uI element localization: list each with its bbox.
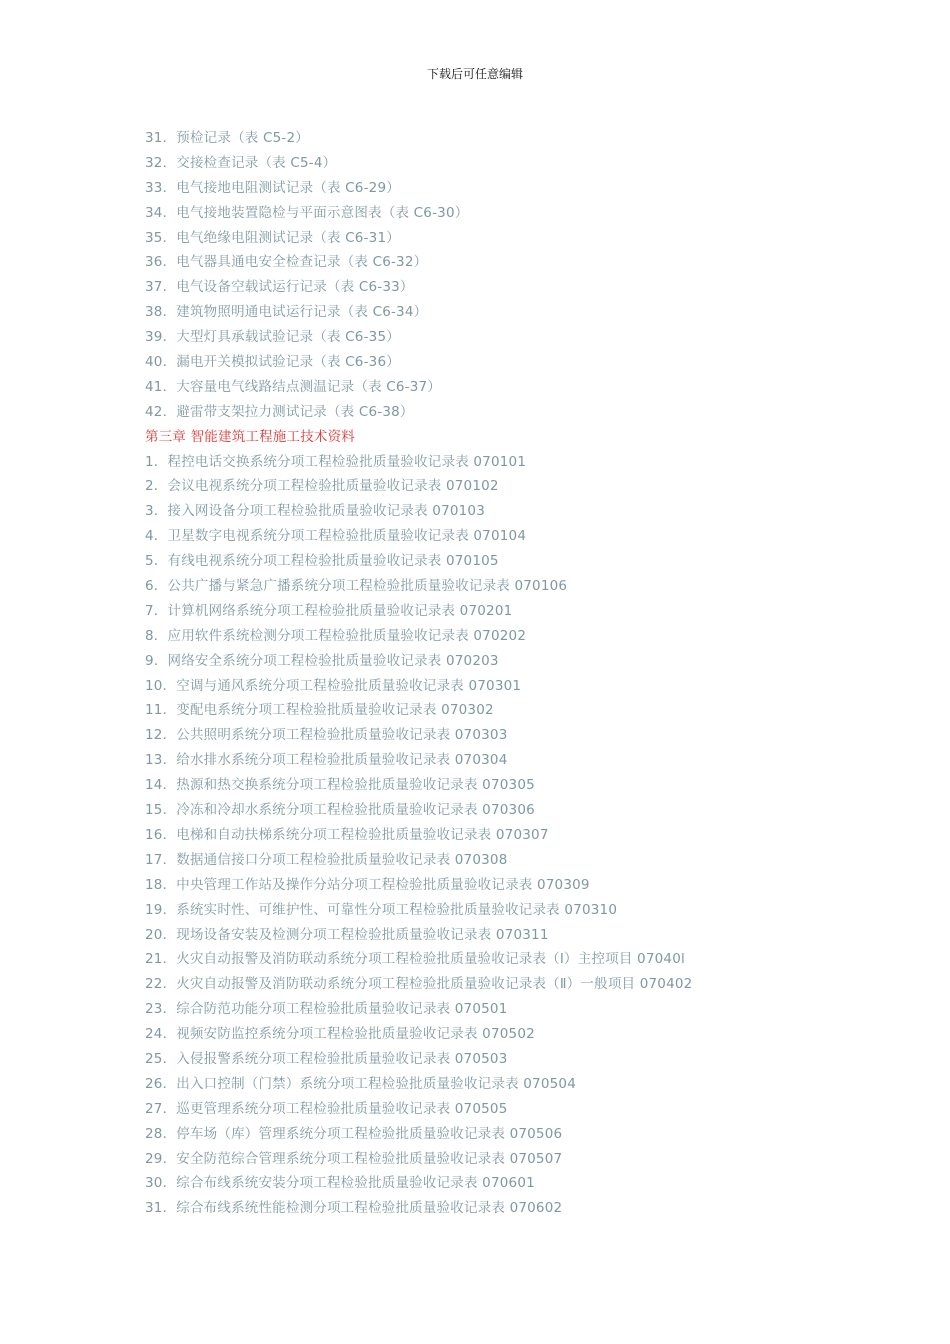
list-item: 42．避雷带支架拉力测试记录（表 C6-38） <box>145 403 414 420</box>
list-item: 15．冷冻和冷却水系统分项工程检验批质量验收记录表 070306 <box>145 802 535 819</box>
list-item: 21．火灾自动报警及消防联动系统分项工程检验批质量验收记录表（Ⅰ）主控项目 07040l <box>145 951 685 968</box>
list-item: 31．综合布线系统性能检测分项工程检验批质量验收记录表 070602 <box>145 1200 563 1217</box>
list-item: 31．预检记录（表 C5-2） <box>145 130 309 146</box>
list-item: 16．电梯和自动扶梯系统分项工程检验批质量验收记录表 070307 <box>145 826 549 843</box>
list-item: 23．综合防范功能分项工程检验批质量验收记录表 070501 <box>145 1001 508 1018</box>
list-item: 22．火灾自动报警及消防联动系统分项工程检验批质量验收记录表（Ⅱ）一般项目 070402 <box>145 976 693 993</box>
list-item: 27．巡更管理系统分项工程检验批质量验收记录表 070505 <box>145 1100 508 1117</box>
list-item: 10．空调与通风系统分项工程检验批质量验收记录表 070301 <box>145 677 522 694</box>
list-item: 28．停车场（库）管理系统分项工程检验批质量验收记录表 070506 <box>145 1125 563 1142</box>
list-item: 24．视频安防监控系统分项工程检验批质量验收记录表 070502 <box>145 1026 535 1043</box>
list-item: 26．出入口控制（门禁）系统分项工程检验批质量验收记录表 070504 <box>145 1075 577 1092</box>
list-item: 20．现场设备安装及检测分项工程检验批质量验收记录表 070311 <box>145 926 549 943</box>
list-item: 7．计算机网络系统分项工程检验批质量验收记录表 070201 <box>145 602 513 619</box>
list-item: 39．大型灯具承载试验记录（表 C6-35） <box>145 329 400 346</box>
list-item: 34．电气接地装置隐检与平面示意图表（表 C6-30） <box>145 204 469 221</box>
list-item: 1．程控电话交换系统分项工程检验批质量验收记录表 070101 <box>145 453 527 470</box>
list-item: 38．建筑物照明通电试运行记录（表 C6-34） <box>145 304 428 321</box>
list-item: 13．给水排水系统分项工程检验批质量验收记录表 070304 <box>145 752 508 769</box>
list-item: 17．数据通信接口分项工程检验批质量验收记录表 070308 <box>145 851 508 868</box>
list-item: 36．电气器具通电安全检查记录（表 C6-32） <box>145 254 428 271</box>
list-item: 8．应用软件系统检测分项工程检验批质量验收记录表 070202 <box>145 627 527 644</box>
list-item: 35．电气绝缘电阻测试记录（表 C6-31） <box>145 229 400 246</box>
list-item: 37．电气设备空载试运行记录（表 C6-33） <box>145 279 414 296</box>
list-item: 14．热源和热交换系统分项工程检验批质量验收记录表 070305 <box>145 777 535 794</box>
list-item: 2．会议电视系统分项工程检验批质量验收记录表 070102 <box>145 478 499 495</box>
list-item: 41．大容量电气线路结点测温记录（表 C6-37） <box>145 378 442 395</box>
list-item: 29．安全防范综合管理系统分项工程检验批质量验收记录表 070507 <box>145 1150 563 1167</box>
list-item: 12．公共照明系统分项工程检验批质量验收记录表 070303 <box>145 727 508 744</box>
list-item: 9．网络安全系统分项工程检验批质量验收记录表 070203 <box>145 652 499 669</box>
chapter-heading: 第三章 智能建筑工程施工技术资料 <box>145 428 355 445</box>
list-item: 4．卫星数字电视系统分项工程检验批质量验收记录表 070104 <box>145 528 527 545</box>
list-item: 11．变配电系统分项工程检验批质量验收记录表 070302 <box>145 702 494 719</box>
list-item: 33．电气接地电阻测试记录（表 C6-29） <box>145 179 400 196</box>
list-item: 25．入侵报警系统分项工程检验批质量验收记录表 070503 <box>145 1050 508 1067</box>
page-header: 下载后可任意编辑 <box>426 67 523 81</box>
list-item: 32．交接检查记录（表 C5-4） <box>145 154 337 171</box>
list-item: 5．有线电视系统分项工程检验批质量验收记录表 070105 <box>145 553 499 570</box>
list-item: 6．公共广播与紧急广播系统分项工程检验批质量验收记录表 070106 <box>145 578 568 595</box>
list-item: 30．综合布线系统安装分项工程检验批质量验收记录表 070601 <box>145 1175 535 1192</box>
list-item: 3．接入网设备分项工程检验批质量验收记录表 070103 <box>145 503 486 520</box>
list-item: 18．中央管理工作站及操作分站分项工程检验批质量验收记录表 070309 <box>145 876 590 893</box>
table-of-contents <box>145 126 905 1221</box>
list-item: 19．系统实时性、可维护性、可靠性分项工程检验批质量验收记录表 070310 <box>145 901 618 918</box>
list-item: 40．漏电开关模拟试验记录（表 C6-36） <box>145 354 400 371</box>
